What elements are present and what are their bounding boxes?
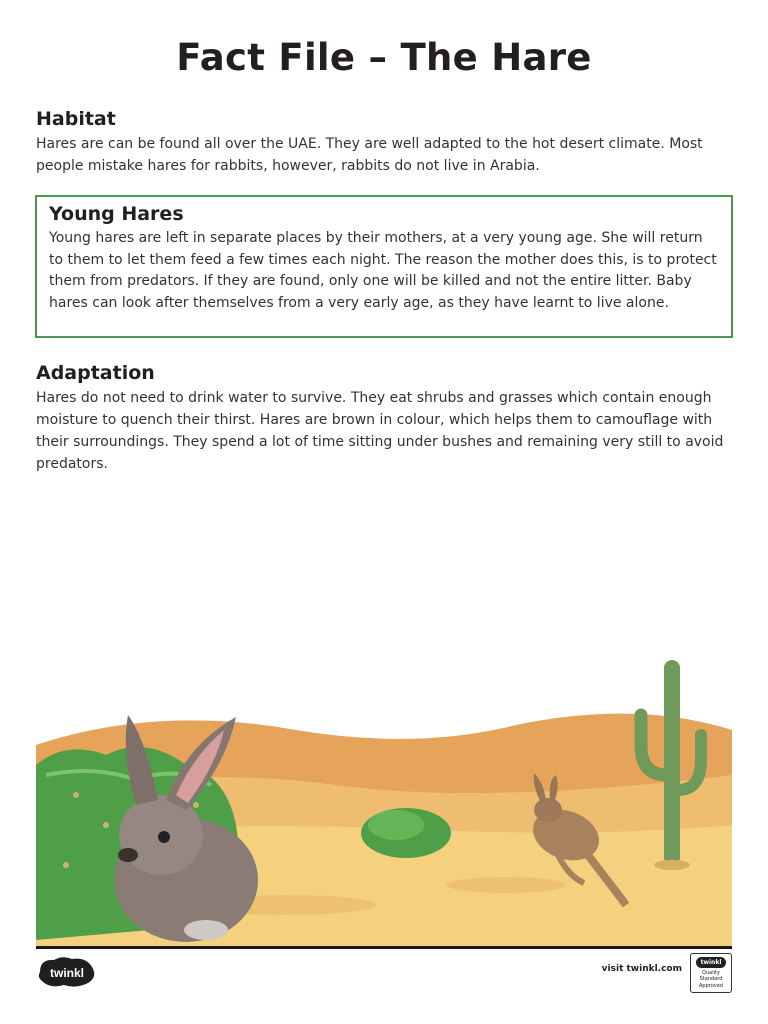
habitat-section bbox=[36, 108, 732, 177]
habitat-heading: Habitat bbox=[36, 108, 116, 130]
logo-text: twinkl bbox=[49, 966, 85, 980]
badge-line1: Quality Standard bbox=[699, 970, 723, 982]
young-hares-text: Young hares are left in separate places by their mothers, at a very young age. She will return to them to let them feed a few times each night. The reason the mother does this, is to protect them from predators. If they are found, only one will be killed and not the entire litter. Baby hares can look after themselves from a very early age, as they have learnt to live alone. bbox=[49, 230, 717, 311]
visit-link[interactable]: visit twinkl.com bbox=[601, 964, 682, 974]
badge-line2: Approved bbox=[699, 983, 723, 989]
desert-illustration bbox=[36, 655, 732, 947]
footer-divider bbox=[36, 946, 732, 949]
adaptation-section bbox=[36, 362, 732, 475]
page-title: Fact File – The Hare bbox=[176, 36, 592, 79]
habitat-text: Hares are can be found all over the UAE. They are well adapted to the hot desert climate. Most people mistake hares for rabbits, however, rabbits do not live in Arabia. bbox=[36, 136, 703, 174]
adaptation-text: Hares do not need to drink water to survive. They eat shrubs and grasses which contain enough moisture to quench their thirst. Hares are brown in colour, which helps them to camouflage with their surroundings. They spend a lot of time sitting under bushes and remaining very still to avoid predators. bbox=[36, 390, 724, 472]
young-hares-heading: Young Hares bbox=[49, 203, 184, 225]
badge-brand: twinkl bbox=[696, 957, 726, 968]
young-hares-box bbox=[35, 195, 733, 338]
quality-badge bbox=[690, 953, 732, 993]
twinkl-logo[interactable] bbox=[36, 955, 98, 989]
adaptation-heading: Adaptation bbox=[36, 362, 155, 384]
